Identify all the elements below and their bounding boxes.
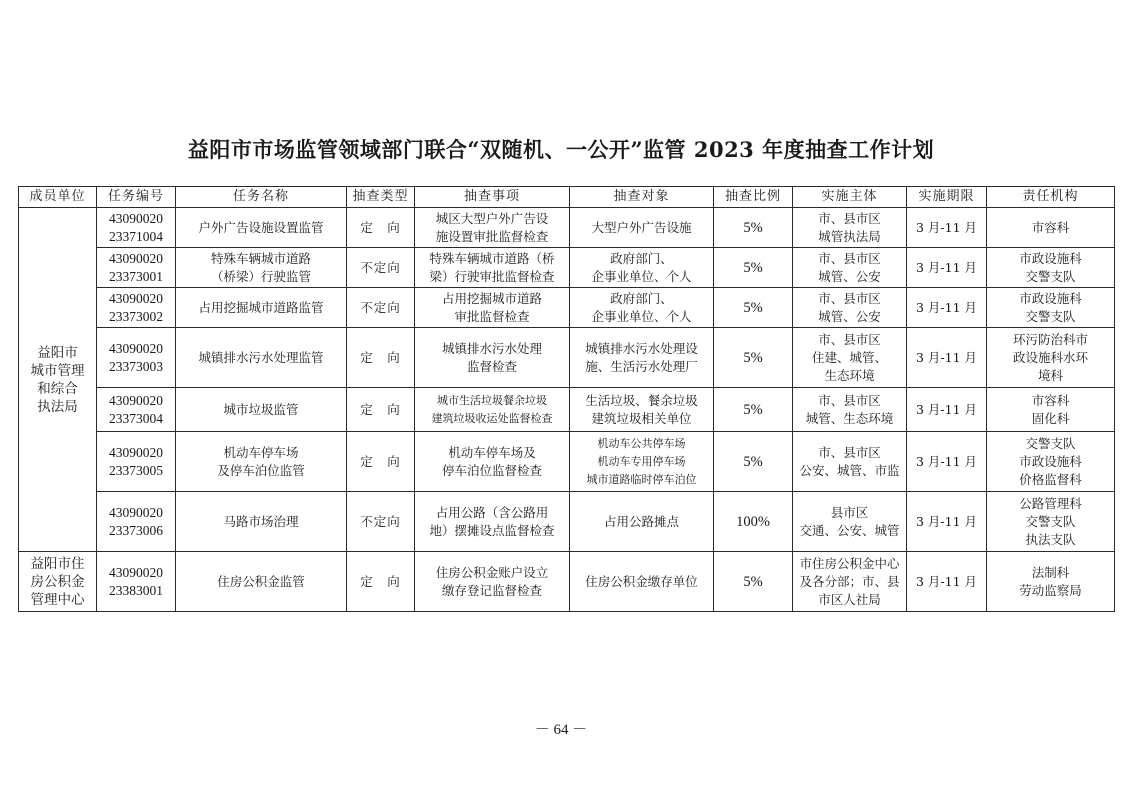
inspection-type-cell: 定 向 bbox=[347, 388, 415, 432]
inspection-ratio-cell: 5% bbox=[714, 328, 793, 388]
inspection-item-cell: 城镇排水污水处理 监督检查 bbox=[415, 328, 570, 388]
inspection-type-cell: 不定向 bbox=[347, 248, 415, 288]
table-row bbox=[19, 208, 1115, 248]
table-row bbox=[19, 552, 1115, 612]
task-name-cell: 城镇排水污水处理监管 bbox=[176, 328, 347, 388]
implementing-body-cell: 市、县市区 城管、生态环境 bbox=[793, 388, 907, 432]
header-period: 实施期限 bbox=[907, 187, 987, 208]
inspection-object-cell: 生活垃圾、餐余垃圾 建筑垃圾相关单位 bbox=[570, 388, 714, 432]
header-task-code: 任务编号 bbox=[97, 187, 176, 208]
inspection-object-cell: 机动车公共停车场 机动车专用停车场 城市道路临时停车泊位 bbox=[570, 432, 714, 492]
task-name-cell: 户外广告设施设置监管 bbox=[176, 208, 347, 248]
period-cell: 3 月-11 月 bbox=[907, 492, 987, 552]
inspection-type-cell: 不定向 bbox=[347, 288, 415, 328]
implementing-body-cell: 市、县市区 住建、城管、 生态环境 bbox=[793, 328, 907, 388]
task-code-cell: 43090020 23373006 bbox=[97, 492, 176, 552]
period-cell: 3 月-11 月 bbox=[907, 248, 987, 288]
header-task-name: 任务名称 bbox=[176, 187, 347, 208]
header-implementing-body: 实施主体 bbox=[793, 187, 907, 208]
inspection-object-cell: 住房公积金缴存单位 bbox=[570, 552, 714, 612]
header-inspection-ratio: 抽查比例 bbox=[714, 187, 793, 208]
task-code-cell: 43090020 23373001 bbox=[97, 248, 176, 288]
responsible-org-cell: 环污防治科市 政设施科水环 境科 bbox=[987, 328, 1115, 388]
inspection-ratio-cell: 5% bbox=[714, 288, 793, 328]
period-cell: 3 月-11 月 bbox=[907, 552, 987, 612]
task-name-cell: 占用挖掘城市道路监管 bbox=[176, 288, 347, 328]
task-name-cell: 城市垃圾监管 bbox=[176, 388, 347, 432]
page-number: － 64 － bbox=[534, 722, 588, 738]
responsible-org-cell: 法制科 劳动监察局 bbox=[987, 552, 1115, 612]
inspection-type-cell: 定 向 bbox=[347, 208, 415, 248]
period-cell: 3 月-11 月 bbox=[907, 208, 987, 248]
inspection-item-cell: 城区大型户外广告设 施设置审批监督检查 bbox=[415, 208, 570, 248]
inspection-item-cell: 占用公路（含公路用 地）摆摊设点监督检查 bbox=[415, 492, 570, 552]
inspection-object-cell: 政府部门、 企事业单位、个人 bbox=[570, 288, 714, 328]
header-inspection-object: 抽查对象 bbox=[570, 187, 714, 208]
inspection-type-cell: 定 向 bbox=[347, 328, 415, 388]
inspection-plan-table bbox=[18, 186, 1115, 612]
task-name-cell: 机动车停车场 及停车泊位监管 bbox=[176, 432, 347, 492]
header-responsible-org: 责任机构 bbox=[987, 187, 1115, 208]
task-code-cell: 43090020 23371004 bbox=[97, 208, 176, 248]
task-code-cell: 43090020 23373002 bbox=[97, 288, 176, 328]
table-row bbox=[19, 432, 1115, 492]
header-member-unit: 成员单位 bbox=[19, 187, 97, 208]
implementing-body-cell: 市、县市区 城管、公安 bbox=[793, 288, 907, 328]
responsible-org-cell: 市容科 bbox=[987, 208, 1115, 248]
header-inspection-item: 抽查事项 bbox=[415, 187, 570, 208]
period-cell: 3 月-11 月 bbox=[907, 388, 987, 432]
table-header-row bbox=[19, 187, 1115, 208]
inspection-object-cell: 大型户外广告设施 bbox=[570, 208, 714, 248]
inspection-type-cell: 定 向 bbox=[347, 552, 415, 612]
inspection-item-cell: 城市生活垃圾餐余垃圾 建筑垃圾收运处监督检查 bbox=[415, 388, 570, 432]
period-cell: 3 月-11 月 bbox=[907, 328, 987, 388]
responsible-org-cell: 市容科 固化科 bbox=[987, 388, 1115, 432]
inspection-object-cell: 城镇排水污水处理设 施、生活污水处理厂 bbox=[570, 328, 714, 388]
table-row bbox=[19, 248, 1115, 288]
implementing-body-cell: 市、县市区 公安、城管、市监 bbox=[793, 432, 907, 492]
responsible-org-cell: 交警支队 市政设施科 价格监督科 bbox=[987, 432, 1115, 492]
inspection-item-cell: 特殊车辆城市道路（桥 梁）行驶审批监督检查 bbox=[415, 248, 570, 288]
table-row bbox=[19, 388, 1115, 432]
inspection-ratio-cell: 5% bbox=[714, 208, 793, 248]
period-cell: 3 月-11 月 bbox=[907, 432, 987, 492]
table-row bbox=[19, 288, 1115, 328]
responsible-org-cell: 市政设施科 交警支队 bbox=[987, 248, 1115, 288]
header-inspection-type: 抽查类型 bbox=[347, 187, 415, 208]
table-row bbox=[19, 328, 1115, 388]
member-unit-cell: 益阳市 城市管理 和综合 执法局 bbox=[19, 208, 97, 552]
inspection-ratio-cell: 5% bbox=[714, 552, 793, 612]
task-code-cell: 43090020 23383001 bbox=[97, 552, 176, 612]
inspection-ratio-cell: 5% bbox=[714, 388, 793, 432]
task-code-cell: 43090020 23373004 bbox=[97, 388, 176, 432]
inspection-item-cell: 住房公积金账户设立 缴存登记监督检查 bbox=[415, 552, 570, 612]
inspection-ratio-cell: 5% bbox=[714, 248, 793, 288]
inspection-item-cell: 占用挖掘城市道路 审批监督检查 bbox=[415, 288, 570, 328]
inspection-ratio-cell: 100% bbox=[714, 492, 793, 552]
implementing-body-cell: 市、县市区 城管、公安 bbox=[793, 248, 907, 288]
table-row bbox=[19, 492, 1115, 552]
inspection-ratio-cell: 5% bbox=[714, 432, 793, 492]
task-name-cell: 特殊车辆城市道路 （桥梁）行驶监管 bbox=[176, 248, 347, 288]
implementing-body-cell: 县市区 交通、公安、城管 bbox=[793, 492, 907, 552]
responsible-org-cell: 公路管理科 交警支队 执法支队 bbox=[987, 492, 1115, 552]
implementing-body-cell: 市住房公积金中心 及各分部；市、县 市区人社局 bbox=[793, 552, 907, 612]
task-name-cell: 住房公积金监管 bbox=[176, 552, 347, 612]
task-code-cell: 43090020 23373003 bbox=[97, 328, 176, 388]
inspection-type-cell: 定 向 bbox=[347, 432, 415, 492]
inspection-object-cell: 占用公路摊点 bbox=[570, 492, 714, 552]
inspection-type-cell: 不定向 bbox=[347, 492, 415, 552]
implementing-body-cell: 市、县市区 城管执法局 bbox=[793, 208, 907, 248]
responsible-org-cell: 市政设施科 交警支队 bbox=[987, 288, 1115, 328]
inspection-object-cell: 政府部门、 企事业单位、个人 bbox=[570, 248, 714, 288]
inspection-item-cell: 机动车停车场及 停车泊位监督检查 bbox=[415, 432, 570, 492]
member-unit-cell: 益阳市住 房公积金 管理中心 bbox=[19, 552, 97, 612]
period-cell: 3 月-11 月 bbox=[907, 288, 987, 328]
page-title: 益阳市市场监管领域部门联合“双随机、一公开”监管 2023 年度抽查工作计划 bbox=[187, 137, 935, 162]
task-code-cell: 43090020 23373005 bbox=[97, 432, 176, 492]
task-name-cell: 马路市场治理 bbox=[176, 492, 347, 552]
